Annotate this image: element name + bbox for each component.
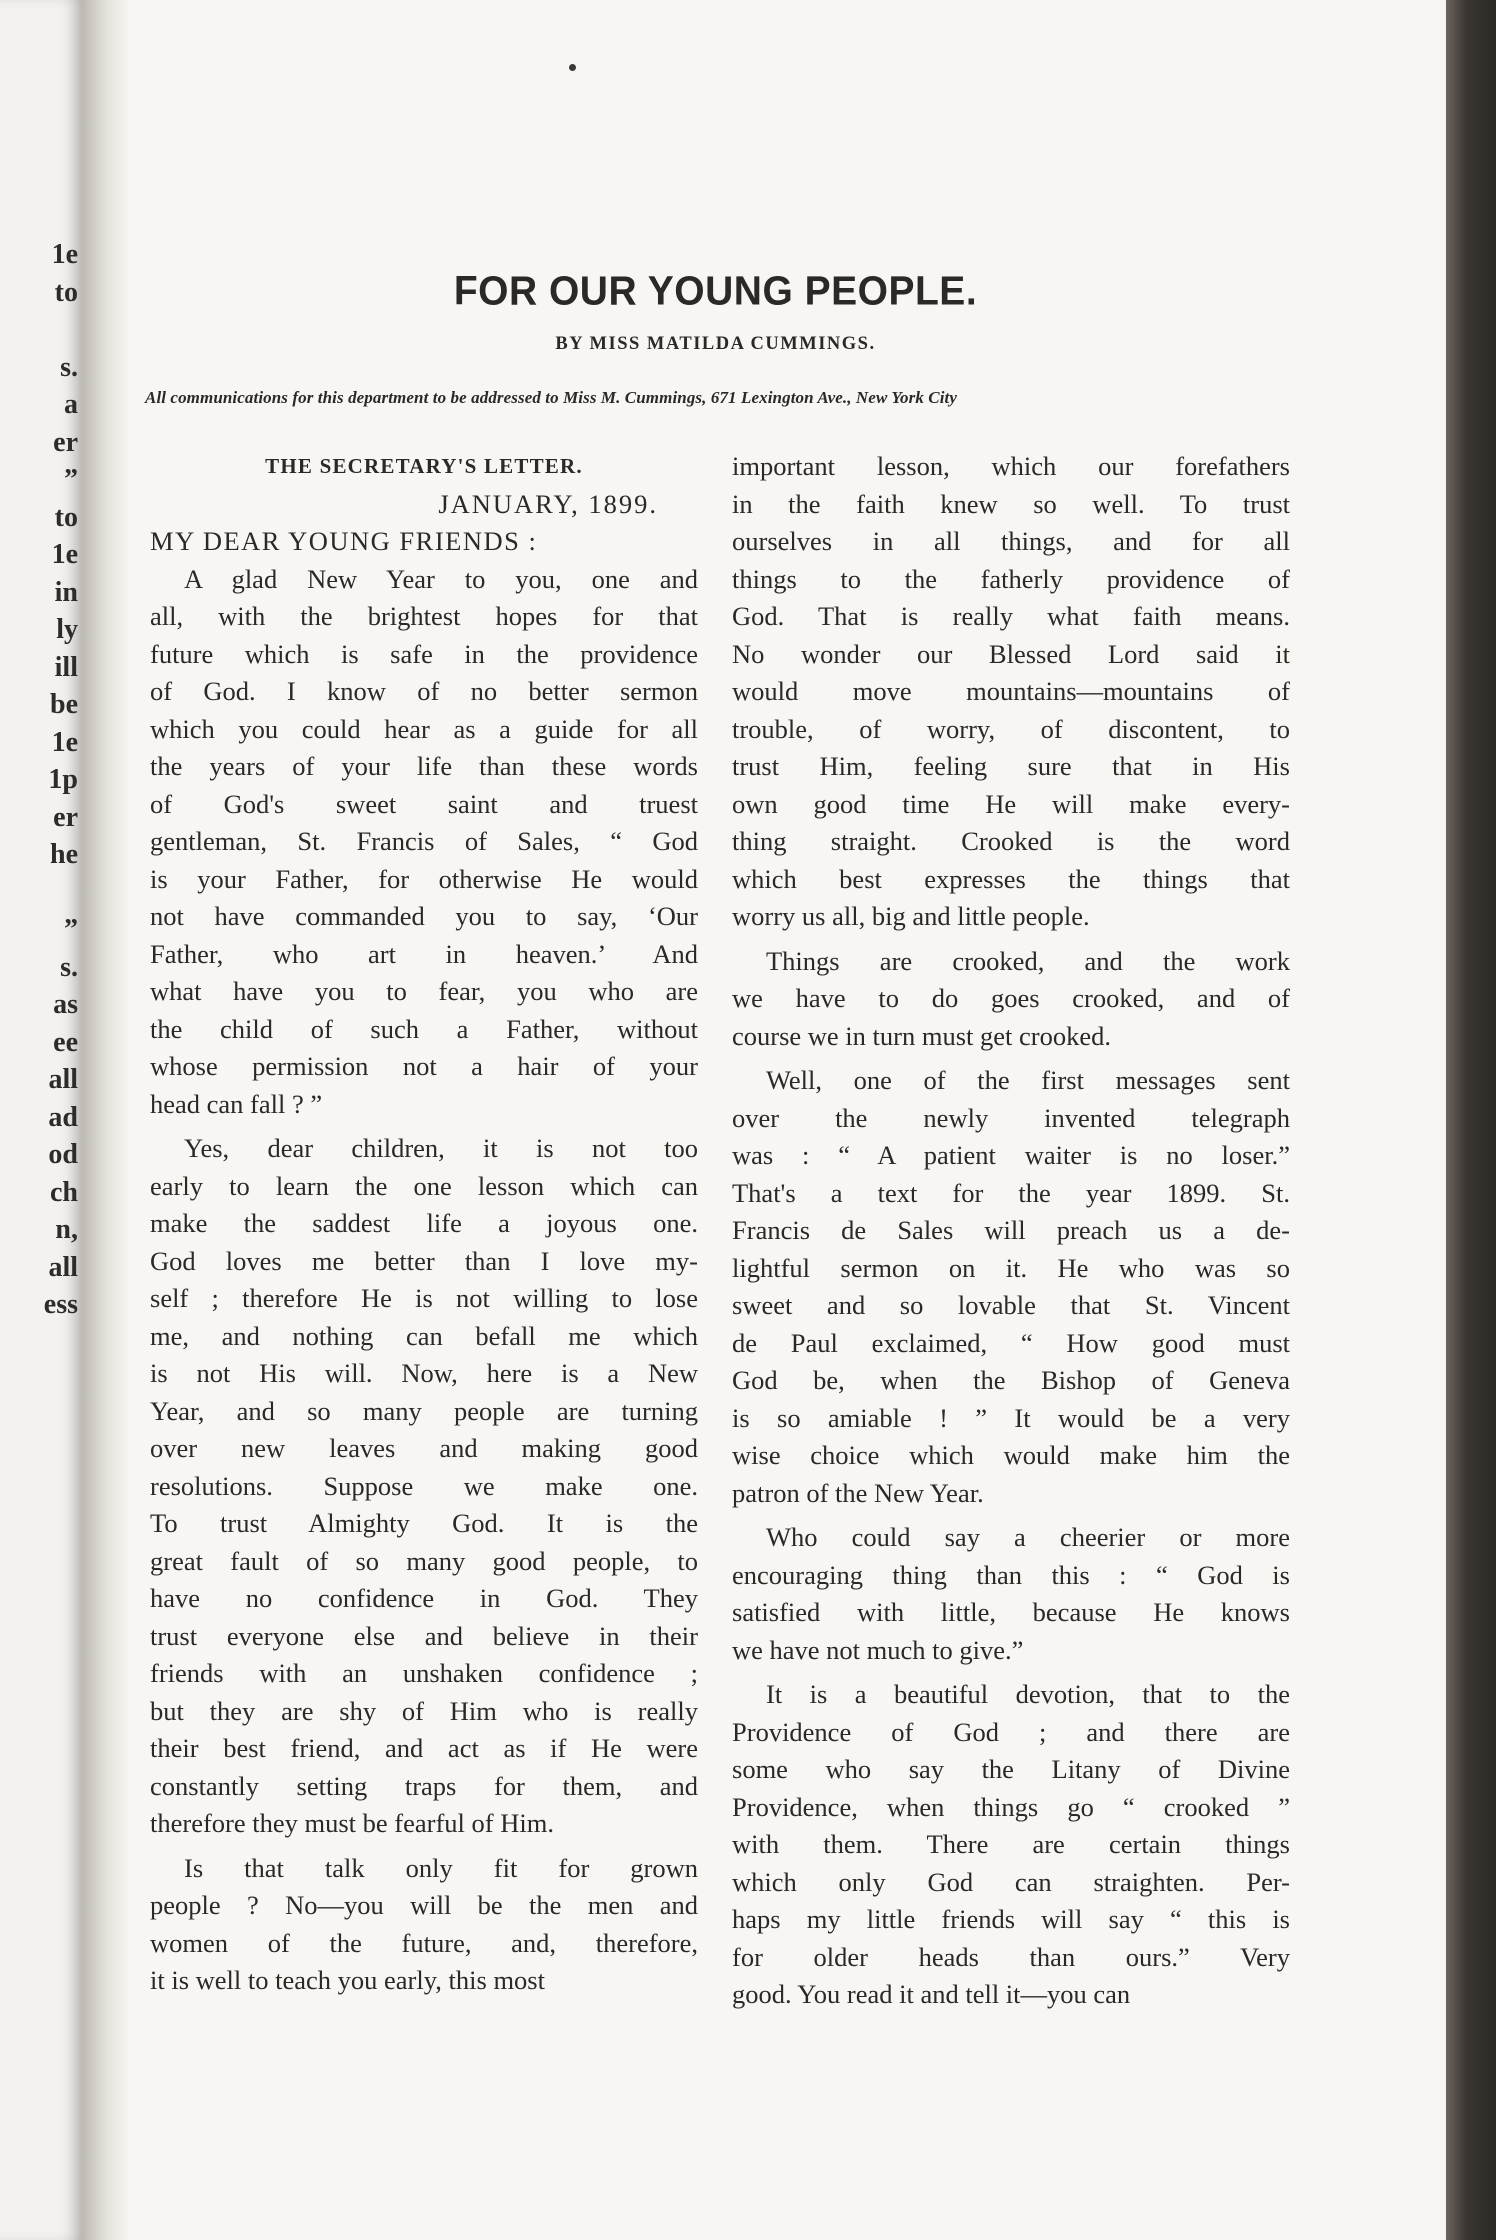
text-line: wise choice which would make him the [732, 1440, 1290, 1470]
text-line: the child of such a Father, without [150, 1013, 698, 1044]
text-line: Providence of God ; and there are [732, 1716, 1290, 1747]
text-line: all, with the brightest hopes for that [150, 601, 698, 631]
text-line: not have commanded you to say, ‘Our [150, 901, 698, 931]
text-line: but they are shy of Him who is really [150, 1695, 698, 1726]
text-line: Is that talk only fit for grown [184, 1852, 698, 1883]
text-line: is so amiable ! ” It would be a very [732, 1402, 1290, 1433]
text-line: which best expresses the things that [732, 863, 1290, 894]
facing-fragment: ch [50, 1176, 78, 1208]
facing-fragment: 1e [51, 726, 78, 758]
facing-fragment: all [48, 1064, 78, 1095]
page-gutter [82, 0, 128, 2240]
text-line: we have to do goes crooked, and of [732, 983, 1290, 1013]
text-line: de Paul exclaimed, “ How good must [732, 1327, 1290, 1358]
facing-fragment: s. [60, 951, 78, 983]
text-line: great fault of so many good people, to [150, 1545, 698, 1576]
text-line: women of the future, and, therefore, [150, 1927, 698, 1958]
facing-fragment: ” [64, 464, 78, 495]
text-line: haps my little friends will say “ this is [732, 1904, 1290, 1934]
text-line: God be, when the Bishop of Geneva [732, 1365, 1290, 1395]
text-line: Things are crooked, and the work [766, 945, 1290, 976]
facing-fragment: he [50, 839, 78, 870]
letter-date: JANUARY, 1899. [438, 488, 658, 519]
text-line: some who say the Litany of Divine [732, 1754, 1290, 1784]
text-line: thing straight. Crooked is the word [732, 826, 1290, 856]
facing-fragment: ill [54, 651, 78, 683]
right-column [732, 448, 1290, 2014]
facing-page-fragments [0, 236, 82, 1324]
facing-fragment: s. [60, 351, 78, 383]
facing-fragment: 1e [51, 539, 78, 570]
text-line: which only God can straighten. Per- [732, 1866, 1290, 1897]
facing-fragment: er [53, 426, 78, 458]
text-line: self ; therefore He is not willing to lose [150, 1283, 698, 1313]
text-line: satisfied with little, because He knows [732, 1597, 1290, 1627]
facing-fragment: 1e [51, 239, 78, 270]
text-line: No wonder our Blessed Lord said it [732, 638, 1290, 669]
text-line: A glad New Year to you, one and [184, 563, 698, 594]
text-line: Well, one of the first messages sent [766, 1065, 1290, 1095]
text-line: resolutions. Suppose we make one. [150, 1470, 698, 1501]
text-line: patron of the New Year. [732, 1477, 984, 1508]
text-line: ourselves in all things, and for all [732, 526, 1290, 556]
text-line: worry us all, big and little people. [732, 901, 1090, 931]
text-line: future which is safe in the providence [150, 638, 698, 669]
left-column [150, 448, 698, 2000]
text-line: To trust Almighty God. It is the [150, 1508, 698, 1538]
facing-fragment: ee [53, 1026, 78, 1058]
facing-fragment: as [53, 989, 78, 1020]
letter-heading: THE SECRETARY'S LETTER. [265, 454, 583, 478]
facing-fragment: ” [64, 914, 78, 945]
text-line: important lesson, which our forefathers [732, 451, 1290, 481]
text-line: whose permission not a hair of your [150, 1051, 698, 1081]
facing-fragment: od [48, 1139, 78, 1170]
book-binding-edge [1446, 0, 1496, 2240]
facing-fragment: ad [48, 1101, 78, 1133]
text-line: it is well to teach you early, this most [150, 1965, 545, 1995]
facing-fragment: to [54, 276, 78, 308]
page-title: FOR OUR YOUNG PEOPLE. [453, 268, 978, 315]
text-line: good. You read it and tell it—you can [732, 1979, 1131, 2009]
text-line: sweet and so lovable that St. Vincent [732, 1290, 1290, 1320]
facing-fragment [0, 874, 82, 912]
text-line: their best friend, and act as if He were [150, 1733, 698, 1763]
text-line: Father, who art in heaven.’ And [150, 938, 698, 969]
text-line: Yes, dear children, it is not too [184, 1133, 698, 1163]
facing-page [0, 0, 82, 2240]
text-line: head can fall ? ” [150, 1088, 323, 1119]
facing-fragment [0, 311, 82, 349]
text-line: Year, and so many people are turning [150, 1395, 698, 1426]
text-line: people ? No—you will be the men and [150, 1890, 698, 1920]
text-line: lightful sermon on it. He who was so [732, 1252, 1290, 1283]
text-line: have no confidence in God. They [150, 1583, 698, 1613]
text-line: is your Father, for otherwise He would [150, 863, 698, 894]
text-line: we have not much to give.” [732, 1634, 1024, 1665]
text-line: trouble, of worry, of discontent, to [732, 713, 1290, 744]
text-line: of God. I know of no better sermon [150, 676, 698, 706]
facing-fragment: ess [43, 1289, 78, 1320]
text-line: friends with an unshaken confidence ; [150, 1658, 698, 1688]
ink-dot [569, 64, 576, 71]
text-line: me, and nothing can befall me which [150, 1320, 698, 1351]
text-line: trust everyone else and believe in their [150, 1620, 698, 1651]
text-line: is not His will. Now, here is a New [150, 1358, 698, 1388]
text-line: over new leaves and making good [150, 1433, 698, 1463]
text-line: with them. There are certain things [732, 1829, 1290, 1859]
communications-note: All communications for this department to be addressed to Miss M. Cummings, 671 Lexington Ave., New York City [145, 388, 958, 407]
text-line: what have you to fear, you who are [150, 976, 698, 1006]
text-line: Who could say a cheerier or more [766, 1522, 1290, 1552]
text-line: It is a beautiful devotion, that to the [766, 1679, 1290, 1709]
text-line: in the faith knew so well. To trust [732, 488, 1290, 519]
text-line: Providence, when things go “ crooked ” [732, 1791, 1290, 1822]
text-line: constantly setting traps for them, and [150, 1770, 698, 1801]
text-line: encouraging thing than this : “ God is [732, 1559, 1290, 1590]
facing-fragment: all [48, 1251, 78, 1283]
text-line: the years of your life than these words [150, 751, 698, 781]
facing-fragment: be [50, 689, 78, 720]
byline: BY MISS MATILDA CUMMINGS. [555, 334, 876, 354]
text-line: which you could hear as a guide for all [150, 713, 698, 744]
facing-fragment: in [54, 576, 78, 608]
salutation: MY DEAR YOUNG FRIENDS : [150, 526, 538, 556]
text-line: of God's sweet saint and truest [150, 788, 698, 819]
text-line: therefore they must be fearful of Him. [150, 1808, 554, 1838]
text-line: over the newly invented telegraph [732, 1102, 1290, 1133]
facing-fragment: 1p [48, 764, 78, 795]
text-line: things to the fatherly providence of [732, 563, 1290, 594]
text-line: for older heads than ours.” Very [732, 1941, 1290, 1972]
facing-fragment: er [53, 801, 78, 833]
text-line: Francis de Sales will preach us a de- [732, 1215, 1290, 1245]
text-line: would move mountains—mountains of [732, 676, 1290, 706]
facing-fragment: ly [56, 614, 78, 645]
text-line: early to learn the one lesson which can [150, 1170, 698, 1201]
text-line: was : “ A patient waiter is no loser.” [732, 1140, 1290, 1170]
facing-fragment: a [64, 389, 78, 420]
text-line: gentleman, St. Francis of Sales, “ God [150, 826, 698, 856]
facing-fragment: to [54, 501, 78, 533]
text-line: make the saddest life a joyous one. [150, 1208, 698, 1238]
text-line: course we in turn must get crooked. [732, 1020, 1111, 1051]
text-line: trust Him, feeling sure that in His [732, 751, 1290, 781]
text-line: God. That is really what faith means. [732, 601, 1290, 631]
facing-fragment: n, [55, 1214, 78, 1245]
text-line: God loves me better than I love my- [150, 1245, 698, 1276]
text-line: own good time He will make every- [732, 788, 1290, 819]
text-line: That's a text for the year 1899. St. [732, 1177, 1290, 1208]
journal-page [128, 0, 1446, 2240]
